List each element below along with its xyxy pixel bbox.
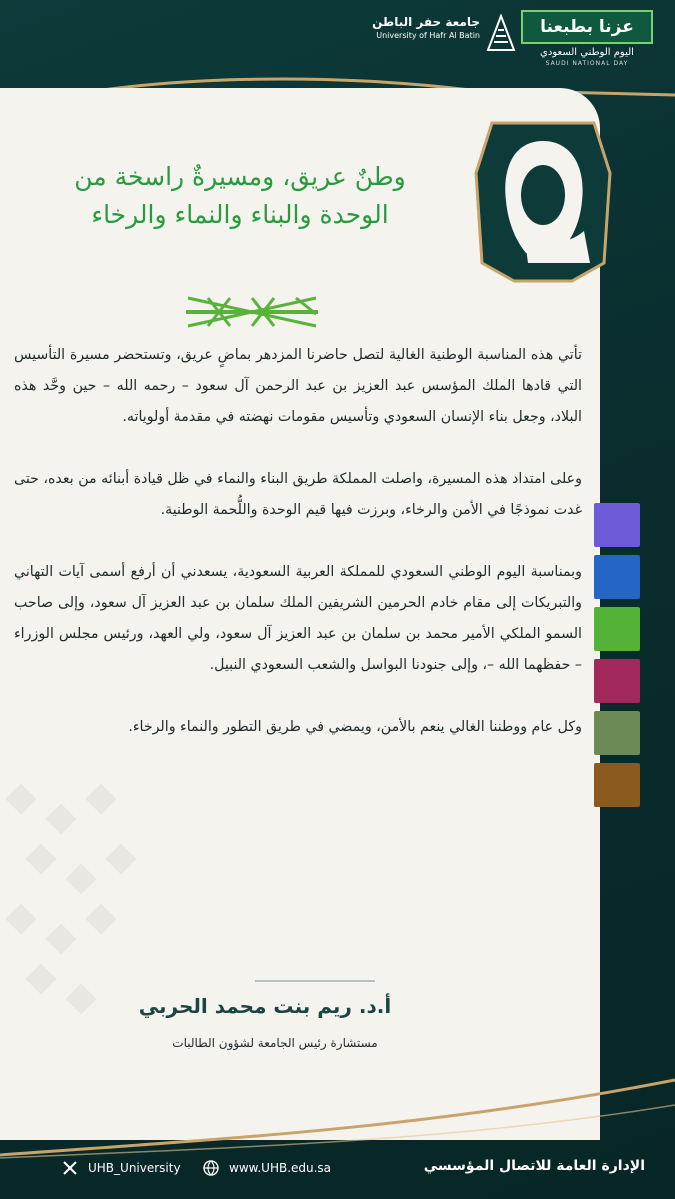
website-url: www.UHB.edu.sa bbox=[229, 1161, 332, 1175]
pattern-divider bbox=[186, 296, 318, 328]
footer bbox=[0, 1140, 675, 1199]
national-day-logo bbox=[521, 10, 653, 70]
swatch-purple bbox=[594, 503, 640, 547]
swatch-olive bbox=[594, 711, 640, 755]
x-handle: UHB_University bbox=[88, 1161, 181, 1175]
national-day-subtitle: اليوم الوطني السعودي bbox=[540, 47, 634, 58]
headline-line-2: الوحدة والبناء والنماء والرخاء bbox=[91, 200, 389, 229]
university-mark-icon bbox=[486, 14, 516, 54]
paragraph-3: وبمناسبة اليوم الوطني السعودي للمملكة العربية السعودية، يسعدني أن أرفع أسمى آيات التهاني والتبريكات إلى مقام خادم الحرمين الشريفين الملك سلمان بن عبد العزيز آل سعود، وإلى صاحب السمو الملكي الأمير محمد بن سلمان بن عبد العزيز آل سعود، ولي العهد، ورئيس مجلس الوزراء – حفظهما الله –، وإلى جنودنا البواسل والشعب السعودي النبيل. bbox=[14, 564, 582, 673]
paragraph-2: وعلى امتداد هذه المسيرة، واصلت المملكة طريق البناء والنماء في ظل قيادة أبنائه من بعده، حتى غدت نموذجًا في الأمن والرخاء، وبرزت فيها قيم الوحدة واللُّحمة الوطنية. bbox=[14, 471, 582, 518]
signature-name: أ.د. ريم بنت محمد الحربي bbox=[138, 994, 392, 1018]
national-day-en: SAUDI NATIONAL DAY bbox=[545, 60, 629, 67]
header bbox=[0, 0, 675, 88]
message-body bbox=[14, 340, 582, 774]
national-day-title: عزنا بطبعنا bbox=[521, 10, 653, 44]
paragraph-4: وكل عام ووطننا الغالي ينعم بالأمن، ويمضي في طريق التطور والنماء والرخاء. bbox=[128, 719, 582, 735]
globe-icon bbox=[203, 1160, 219, 1176]
paragraph-1: تأتي هذه المناسبة الوطنية الغالية لتصل حاضرنا المزدهر بماضٍ عريق، وتستحضر مسيرة التأسيس التي قادها الملك المؤسس عبد العزيز بن عبد الرحمن آل سعود – رحمه الله – حين وحَّد هذه البلاد، وجعل بناء الإنسان السعودي وتأسيس مقومات نهضته في مقدمة أولوياته. bbox=[14, 347, 582, 425]
department-name: الإدارة العامة للاتصال المؤسسي bbox=[423, 1158, 645, 1174]
x-logo-icon bbox=[62, 1160, 78, 1176]
swatch-green bbox=[594, 607, 640, 651]
university-name-en: University of Hafr Al Batin bbox=[376, 31, 480, 40]
woman-hijab-emblem-icon bbox=[472, 113, 614, 283]
swatch-blue bbox=[594, 555, 640, 599]
website-link[interactable] bbox=[203, 1160, 331, 1176]
pattern-swatches bbox=[594, 503, 640, 815]
university-logo bbox=[350, 14, 480, 58]
decorative-tiles bbox=[0, 768, 170, 1028]
x-account[interactable] bbox=[62, 1160, 181, 1176]
university-name-ar: جامعة حفر الباطن bbox=[372, 15, 480, 29]
signature-title: مستشارة رئيس الجامعة لشؤون الطالبات bbox=[172, 1036, 378, 1050]
swatch-maroon bbox=[594, 659, 640, 703]
headline bbox=[40, 158, 440, 234]
swatch-brown bbox=[594, 763, 640, 807]
headline-line-1: وطنٌ عريق، ومسيرةٌ راسخة من bbox=[74, 162, 406, 191]
signature-line bbox=[255, 980, 375, 982]
